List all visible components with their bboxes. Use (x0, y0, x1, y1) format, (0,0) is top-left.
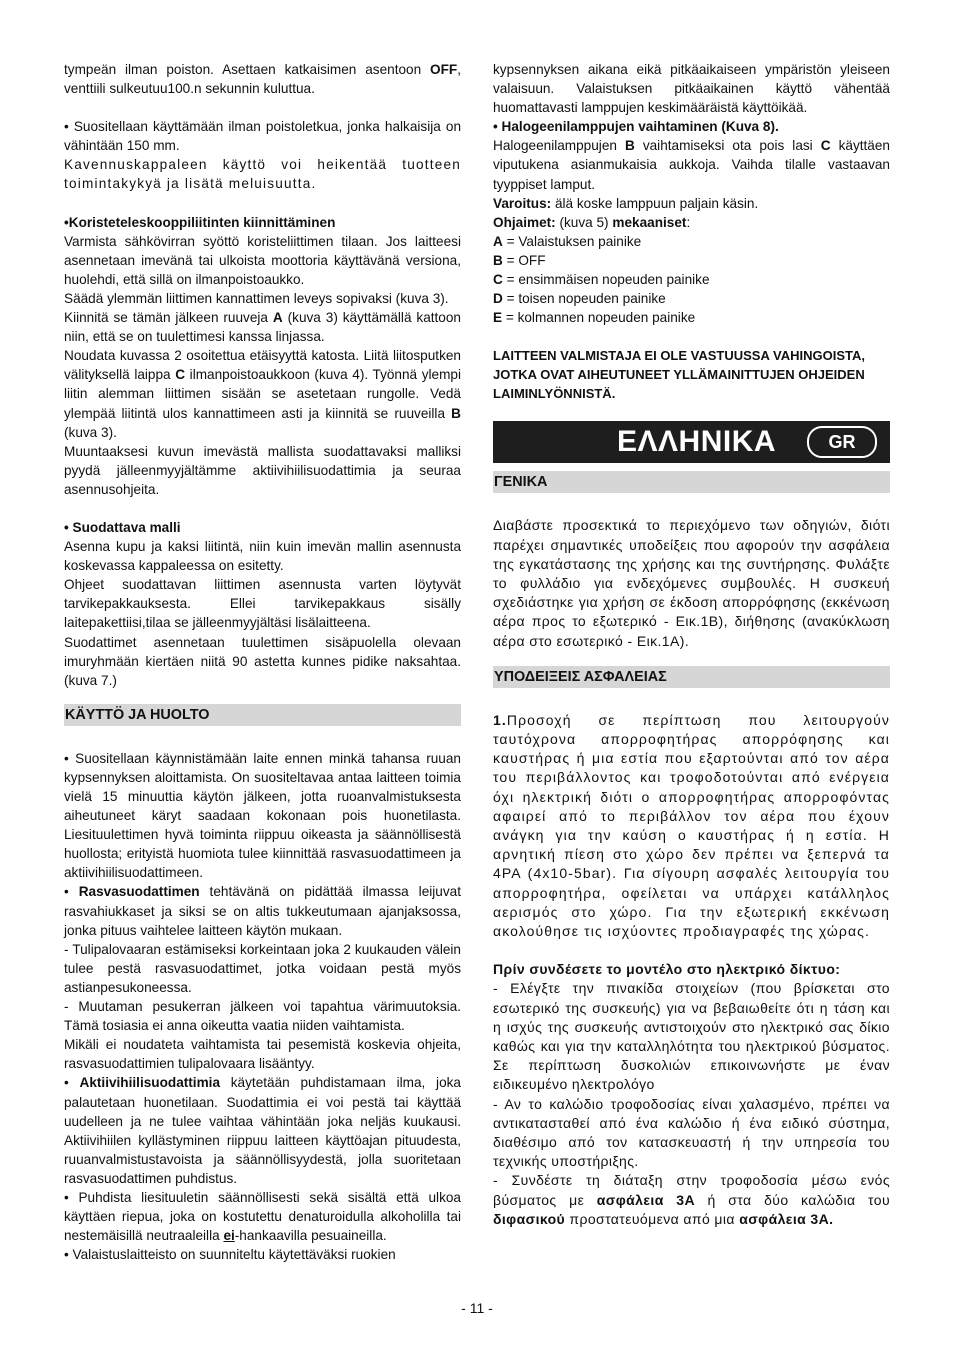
paragraph: - Muutaman pesukerran jälkeen voi tapahtua värimuutoksia. Tämä tosiasia ei anna oikeutta vaatia niiden vaihtamista. (64, 999, 461, 1034)
paragraph: Kavennuskappaleen käyttö voi heikentää tuotteen toimintakykyä ja lisätä meluisuutta. (64, 157, 461, 192)
paragraph: • Puhdista liesituuletin säännöllisesti sekä sisältä että ulkoa käyttäen riepua, joka on kostutettu denaturoidulla alkoholilla tai nestemäisillä neutraaleilla ei-hankaavilla pesuaineilla. (64, 1189, 461, 1244)
paragraph: - Συνδέστε τη διάταξη στην τροφοδοσία μέσω ενός βύσματος με ασφάλεια 3A ή στα δύο καλώδια του διφασικού προστατευόμενα από μια ασφάλεια 3A. (493, 1172, 891, 1227)
subheading: •Koristeteleskooppiliitinten kiinnittäminen (64, 214, 336, 230)
paragraph: kypsennyksen aikana eikä pitkäaikaiseen ympäristön yleiseen valaisuun. Valaistuksen pitkäaikainen käyttö vähentää huomattavasti lamppujen keskimääräistä käyttöikää. (493, 62, 890, 116)
paragraph: Ohjeet suodattavan liittimen asennusta varten löytyvät tarvikepakkauksesta. Ellei tarvikepakkaus sisälly laitepakettiisi,tilaa se jälleenmyyjältäsi lisälaitteena. (64, 577, 461, 631)
paragraph: tympeän ilman poiston. Asettaen katkaisimen asentoon OFF, venttiili sulkeutuu100.n sekunnin kuluttua. (64, 62, 461, 97)
subheading: • Suodattava malli (64, 519, 181, 535)
control-item: A = Valaistuksen painike (493, 233, 642, 249)
paragraph: Kiinnitä se tämän jälkeen ruuveja A (kuva 3) käyttämällä kattoon niin, että se on tuulettimesi kanssa linjassa. (64, 310, 461, 345)
language-badge: GR (807, 426, 877, 458)
paragraph: - Ελέγξτε την πινακίδα στοιχείων (που βρίσκεται στο εσωτερικό της συσκευής) για να βεβαιωθείτε ότι η τάση και η ισχύς της συσκευής αντιστοιχούν στο ηλεκτρικό σας δίκιο καθώς και για την καταλληλότητα του ηλεκτρικού βύσματος. Σε περίπτωση δυσκολιών επικοινωνήστε με έναν ειδικευμένο ηλεκτρολόγο (493, 980, 890, 1093)
language-title: ΕΛΛΗΝΙΚΑ (617, 425, 777, 459)
section-heading-kaytto: KÄYTTÖ JA HUOLTO (64, 704, 461, 726)
control-item: C = ensimmäisen nopeuden painike (493, 272, 710, 288)
control-item: B = OFF (493, 252, 546, 268)
paragraph: Säädä ylemmän liittimen kannattimen leveys sopivaksi (kuva 3). (64, 290, 449, 306)
left-column (64, 60, 461, 1264)
paragraph: Asenna kupu ja kaksi liitintä, niin kuin imevän mallin asennusta koskevassa kappaleessa on esitetty. (64, 539, 461, 574)
section-heading-genika: ΓΕΝΙΚΑ (493, 471, 890, 493)
paragraph: Muuntaaksesi kuvun imevästä mallista suodattavaksi malliksi pyydä jälleenmyyjältämme aktiivihiilisuodattimia ja seuraa asennusohjeita. (64, 443, 461, 497)
liability-warning: LAITTEEN VALMISTAJA EI OLE VASTUUSSA VAHINGOISTA, JOTKA OVAT AIHEUTUNEET YLLÄMAINITTUJEN OHJEIDEN LAIMINLYÖNNISTÄ. (493, 348, 865, 402)
paragraph: • Rasvasuodattimen tehtävänä on pidättää ilmassa leijuvat rasvahiukkaset ja siksi se on altis tukkeutumaan ajanjaksossa, jonka pituus vaihtelee laitteen käytön mukaan. (64, 884, 461, 938)
control-item: D = toisen nopeuden painike (493, 291, 666, 307)
paragraph: Varoitus: älä koske lamppuun paljain käsin. (493, 195, 759, 211)
paragraph: Ohjaimet: (kuva 5) mekaaniset: (493, 214, 691, 230)
paragraph: • Suositellaan käyttämään ilman poistoletkua, jonka halkaisija on vähintään 150 mm. (64, 119, 461, 154)
paragraph: Varmista sähkövirran syöttö koristeliittimen tilaan. Jos laitteesi asennetaan imevänä tai ulkoista moottoria käyttävänä versiona, huolehdi, että sillä on ilmanpoistoaukko. (64, 233, 461, 287)
language-header (493, 421, 890, 463)
right-column (493, 60, 890, 1229)
paragraph: - Αν το καλώδιο τροφοδοσίας είναι χαλασμένο, πρέπει να αντικατασταθεί από ένα καλώδιο ή ένα ειδικό σύστημα, διαθέσιμο από τον κατασκευαστή ή την υπηρεσία του τεχνικής υποστήριξης. (493, 1095, 890, 1170)
paragraph: Noudata kuvassa 2 osoitettua etäisyyttä katosta. Liitä liitosputken välityksellä laippa C ilmanpoistoaukkoon (kuva 4). Työnnä ylempi liitin alemman liittimen sisään se asetetaan rungolle. Vedä ylempää liitintä ulos kannattimeen asti ja kiinnitä se ruuveilla B (kuva 3). (64, 348, 461, 440)
page-number: - 11 - (461, 1300, 493, 1316)
paragraph: Διαβάστε προσεκτικά το περιεχόμενο των οδηγιών, διότι παρέχει σημαντικές υποδείξεις που αφορούν την ασφάλεια της εγκατάστασης της χρήσης και της συντήρησης. Φυλάξτε το φυλλάδιο για ενδεχόμενες συμβουλές. Η συσκευή σχεδιάστηκε για χρήση σε έκδοση απορρόφησης (εκκένωση αέρα προς το εξωτερικό - Εικ.1B), διήθησης (ανακύκλωση αέρα στο εσωτερικό - Εικ.1A). (493, 517, 890, 649)
paragraph: Mikäli ei noudateta vaihtamista tai pesemistä koskevia ohjeita, rasvasuodattimien tulipalovaara lisääntyy. (64, 1037, 461, 1072)
control-item: E = kolmannen nopeuden painike (493, 310, 696, 326)
paragraph: • Valaistuslaitteisto on suunniteltu käytettäväksi ruokien (64, 1247, 396, 1263)
paragraph: 1.Προσοχή σε περίπτωση που λειτουργούν ταυτόχρονα απορροφητήρας απορρόφησης και καυστήρας ή μια εστία που εξαρτούνται από τον αέρα του περιβάλλοντος και τροφοδοτούνται από ενέργεια όχι ηλεκτρική διότι ο απορροφητήρας απορροφόντας αφαιρεί από το περιβάλλον τον αέρα που έχουν ανάγκη για την καύση ο καυστήρας ή η εστία. Η αρνητική πίεση στο χώρο δεν πρέπει να ξεπερνά τα 4PA (4x10-5bar). Για σίγουρη ασφαλές λειτουργία του απορροφητήρα, οφείλεται να υπάρχει κατάλληλος αερισμός στο χώρο. Για την εξωτερική εκκένωση ακολούθησε τις ισχύοντες προδιαγραφές της χώρας. (493, 711, 890, 939)
paragraph: • Suositellaan käynnistämään laite ennen minkä tahansa ruuan kypsennyksen aloittamista. On suositeltavaa antaa laitteen toimia vielä 15 minuuttia käytön jälkeen, jotta ruoanvalmistuksesta aiheutuneet käryt saadaan kokonaan pois huonetilasta. Liesituulettimen hyvä toiminta riippuu oikeasta ja säännöllisestä huollosta; erityistä huomiota tulee kiinnittää rasvasuodattimeen ja aktiivihiilisuodattimeen. (64, 750, 461, 881)
paragraph: - Tulipalovaaran estämiseksi korkeintaan joka 2 kuukauden välein tulee pestä rasvasuodattimet, jotka voidaan pestä myös astianpesukoneessa. (64, 941, 461, 995)
paragraph: Halogeenilamppujen B vaihtamiseksi ota pois lasi C käyttäen viputukena asianmukaisia aukkoja. Vaihda tilalle vastaavan tyyppiset lamput. (493, 138, 890, 192)
section-heading-safety: ΥΠΟΔΕΙΞΕΙΣ ΑΣΦΑΛΕΙΑΣ (493, 666, 890, 688)
subheading: • Halogeenilamppujen vaihtaminen (Kuva 8). (493, 119, 779, 135)
paragraph: Suodattimet asennetaan tuulettimen sisäpuolella olevaan imuryhmään kiertäen niitä 90 astetta kunnes pidike naksahtaa. (kuva 7.) (64, 634, 461, 688)
subheading: Πρίν συνδέσετε το μοντέλο στο ηλεκτρικό δίκτυο: (493, 961, 841, 978)
paragraph: • Aktiivihiilisuodattimia käytetään puhdistamaan ilma, joka palautetaan huonetilaan. Suodattimia ei voi pestä tai käyttää uudelleen ja ne tulee vaihtaa vähintään joka neljäs kuukausi. Aktiivihiilen kyllästyminen riippuu laitteen käyttöajan pituudesta, ruuanvalmistustavoista ja säännöllisyydestä, jolla suoritetaan rasvasuodattimen puhdistus. (64, 1075, 461, 1186)
